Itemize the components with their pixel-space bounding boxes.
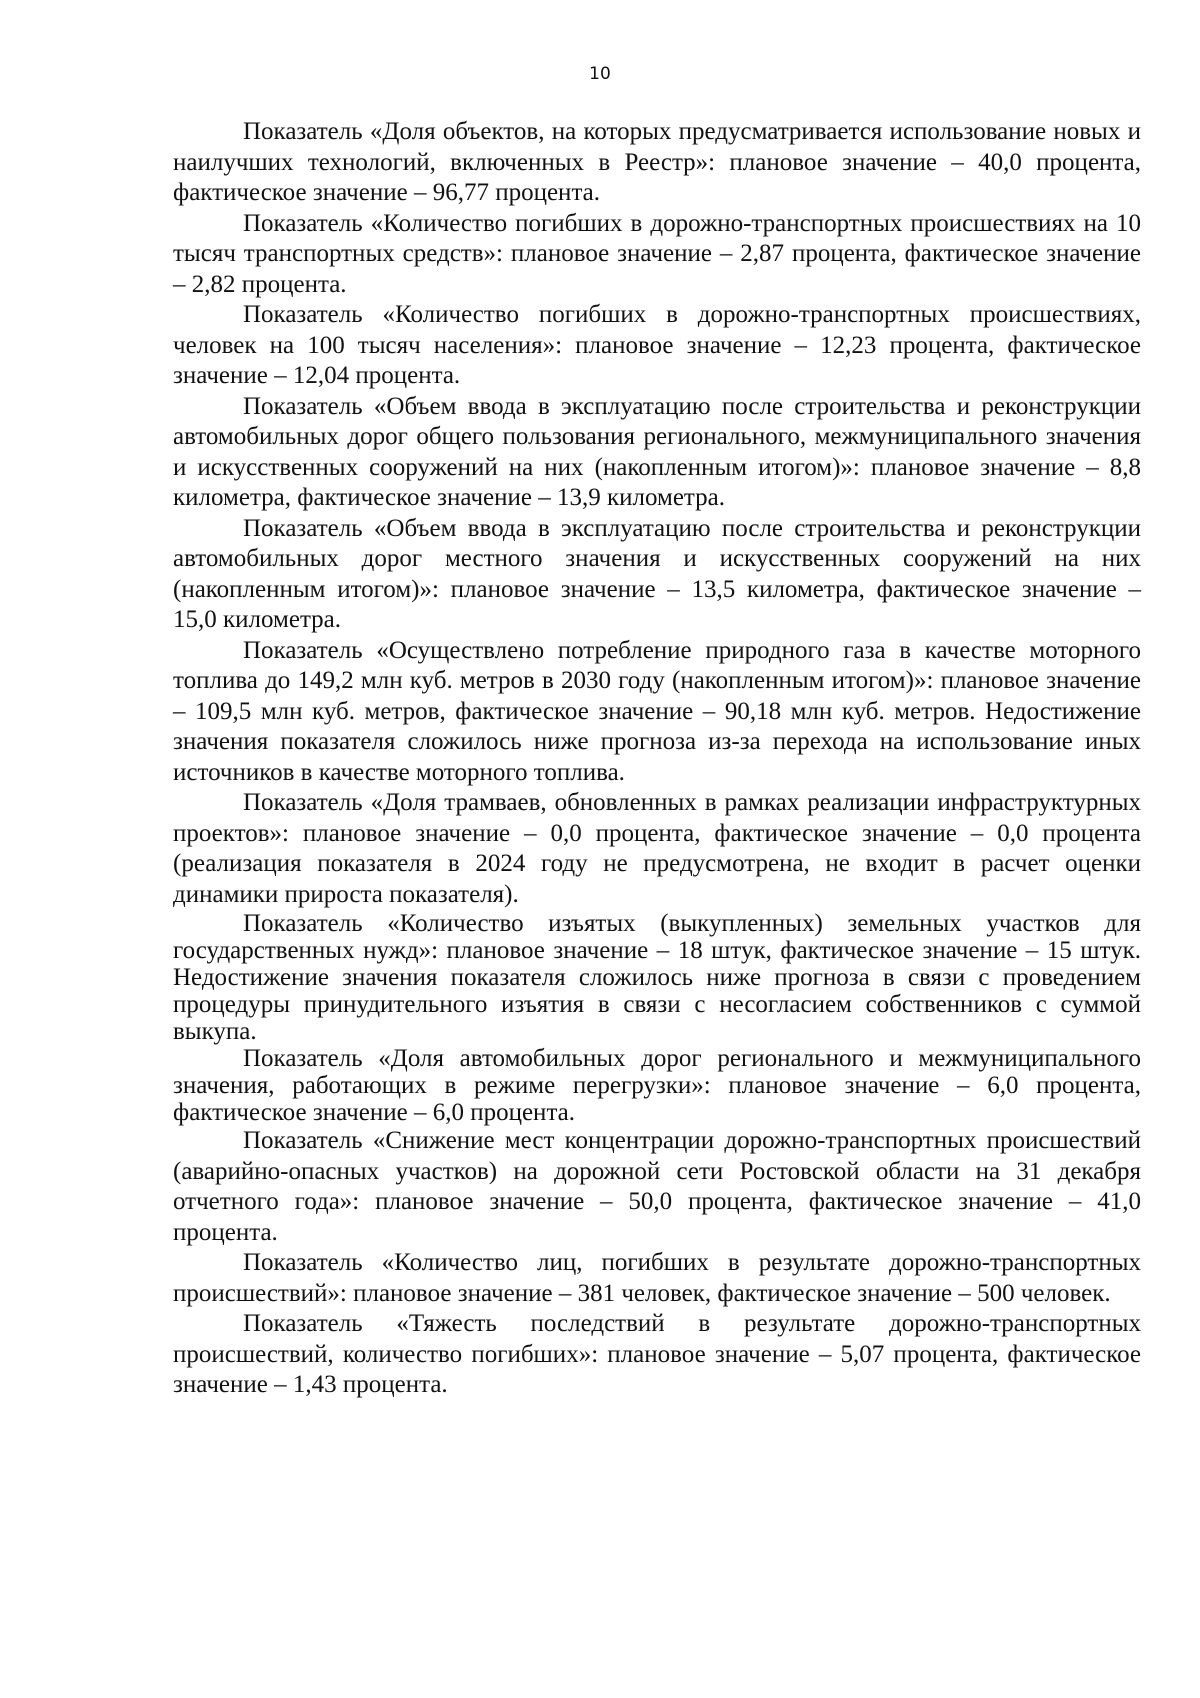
paragraph-12: Показатель «Тяжесть последствий в результате дорожно-транспортных происшествий, количество погибших»: плановое значение – 5,07 процента, фактическое значение – 1,43 процента. xyxy=(173,1310,1141,1398)
paragraph-6: Показатель «Осуществлено потребление природного газа в качестве моторного топлива до 149,2 млн куб. метров в 2030 году (накопленным итогом)»: плановое значение – 109,5 млн куб. метров, фактическое значение – 90,18 млн куб. метров. Недостижение значения показателя сложилось ниже прогноза из-за перехода на использование иных источников в качестве моторного топлива. xyxy=(173,636,1141,786)
paragraph-11: Показатель «Количество лиц, погибших в результате дорожно-транспортных происшествий»: плановое значение – 381 человек, фактическое значение – 500 человек. xyxy=(173,1249,1141,1307)
paragraph-8: Показатель «Количество изъятых (выкупленных) земельных участков для государственных нужд»: плановое значение – 18 штук, фактическое значение – 15 штук. Недостижение значения показателя сложилось ниже прогноза в связи с проведением процедуры принудительного изъятия в связи с несогласием собственников с суммой выкупа. xyxy=(173,910,1141,1045)
paragraph-9: Показатель «Доля автомобильных дорог регионального и межмуниципального значения, работающих в режиме перегрузки»: плановое значение – 6,0 процента, фактическое значение – 6,0 процента. xyxy=(173,1045,1141,1126)
page-number: 10 xyxy=(589,64,611,84)
paragraph-1: Показатель «Доля объектов, на которых предусматривается использование новых и наилучших технологий, включенных в Реестр»: плановое значение – 40,0 процента, фактическое значение – 96,77 процента. xyxy=(173,118,1141,206)
paragraph-2: Показатель «Количество погибших в дорожно-транспортных происшествиях на 10 тысяч транспортных средств»: плановое значение – 2,87 процента, фактическое значение – 2,82 процента. xyxy=(173,209,1141,298)
paragraph-7: Показатель «Доля трамваев, обновленных в рамках реализации инфраструктурных проектов»: плановое значение – 0,0 процента, фактическое значение – 0,0 процента (реализация показателя в 2024 году не предусмотрена, не входит в расчет оценки динамики прироста показателя). xyxy=(173,789,1141,908)
paragraph-5: Показатель «Объем ввода в эксплуатацию после строительства и реконструкции автомобильных дорог местного значения и искусственных сооружений на них (накопленным итогом)»: плановое значение – 13,5 километра, фактическое значение – 15,0 километра. xyxy=(173,514,1141,633)
paragraph-10: Показатель «Снижение мест концентрации дорожно-транспортных происшествий (аварийно-опасных участков) на дорожной сети Ростовской области на 31 декабря отчетного года»: плановое значение – 50,0 процента, фактическое значение – 41,0 процента. xyxy=(173,1127,1141,1246)
paragraph-4: Показатель «Объем ввода в эксплуатацию после строительства и реконструкции автомобильных дорог общего пользования регионального, межмуниципального значения и искусственных сооружений на них (накопленным итогом)»: плановое значение – 8,8 километра, фактическое значение – 13,9 километра. xyxy=(173,392,1141,511)
document-body xyxy=(173,117,1141,1401)
paragraph-3: Показатель «Количество погибших в дорожно-транспортных происшествиях, человек на 100 тысяч населения»: плановое значение – 12,23 процента, фактическое значение – 12,04 процента. xyxy=(173,301,1141,389)
